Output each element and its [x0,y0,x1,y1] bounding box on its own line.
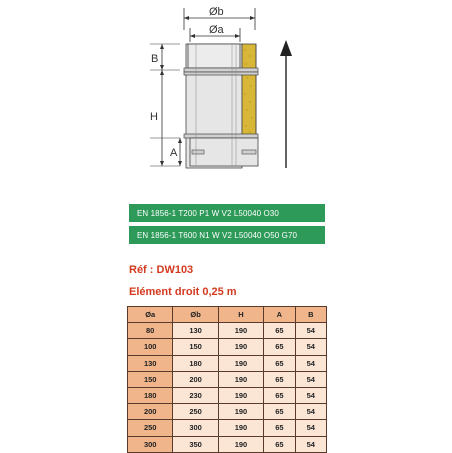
cell-inner-diameter: 150 [128,371,173,387]
header-inner-diameter: Øa [128,307,173,323]
cell-b: 54 [295,420,326,436]
table-header-row [128,307,327,323]
cell-inner-diameter: 100 [128,339,173,355]
cell-h: 190 [218,436,263,452]
arrow-up-icon [280,40,292,56]
cell-a: 65 [264,404,295,420]
dimensions-table [127,306,327,453]
joint-bead [184,68,258,72]
cell-outer-diameter: 230 [173,387,218,403]
table-row [128,339,327,355]
cell-a: 65 [264,323,295,339]
cell-inner-diameter: 250 [128,420,173,436]
cell-b: 54 [295,436,326,452]
cell-inner-diameter: 200 [128,404,173,420]
norm-badge-2: EN 1856-1 T600 N1 W V2 L50040 O50 G70 [129,226,325,244]
inner-diameter-label: Øa [209,24,224,36]
cell-b: 54 [295,387,326,403]
cell-h: 190 [218,404,263,420]
dimension-b-label: B [151,53,159,65]
cell-outer-diameter: 200 [173,371,218,387]
cell-outer-diameter: 300 [173,420,218,436]
insulation-layer [242,44,256,138]
header-h: H [218,307,263,323]
cell-outer-diameter: 350 [173,436,218,452]
cell-h: 190 [218,371,263,387]
table-row [128,371,327,387]
cell-outer-diameter: 250 [173,404,218,420]
cell-b: 54 [295,404,326,420]
cell-b: 54 [295,371,326,387]
cell-b: 54 [295,339,326,355]
cell-h: 190 [218,339,263,355]
cell-h: 190 [218,355,263,371]
cell-outer-diameter: 150 [173,339,218,355]
cell-inner-diameter: 80 [128,323,173,339]
product-subtitle: Elément droit 0,25 m [129,286,237,298]
dimension-h-label: H [150,111,158,123]
header-b: B [295,307,326,323]
table-row [128,420,327,436]
cell-outer-diameter: 180 [173,355,218,371]
table-row [128,404,327,420]
cell-inner-diameter: 300 [128,436,173,452]
cell-a: 65 [264,339,295,355]
header-outer-diameter: Øb [173,307,218,323]
table-row [128,323,327,339]
cell-outer-diameter: 130 [173,323,218,339]
cell-h: 190 [218,420,263,436]
table-row [128,436,327,452]
cell-a: 65 [264,355,295,371]
pipe-diagram [0,0,452,200]
dimension-a-label: A [170,147,178,159]
cell-inner-diameter: 180 [128,387,173,403]
table-row [128,355,327,371]
reference-title: Réf : DW103 [129,264,194,276]
cell-a: 65 [264,420,295,436]
outer-diameter-label: Øb [209,6,224,18]
norm-badge-1: EN 1856-1 T200 P1 W V2 L50040 O30 [129,204,325,222]
cell-h: 190 [218,387,263,403]
cell-inner-diameter: 130 [128,355,173,371]
table-row [128,387,327,403]
header-a: A [264,307,295,323]
cell-a: 65 [264,371,295,387]
cell-a: 65 [264,387,295,403]
cell-b: 54 [295,323,326,339]
cell-a: 65 [264,436,295,452]
cell-h: 190 [218,323,263,339]
cell-b: 54 [295,355,326,371]
